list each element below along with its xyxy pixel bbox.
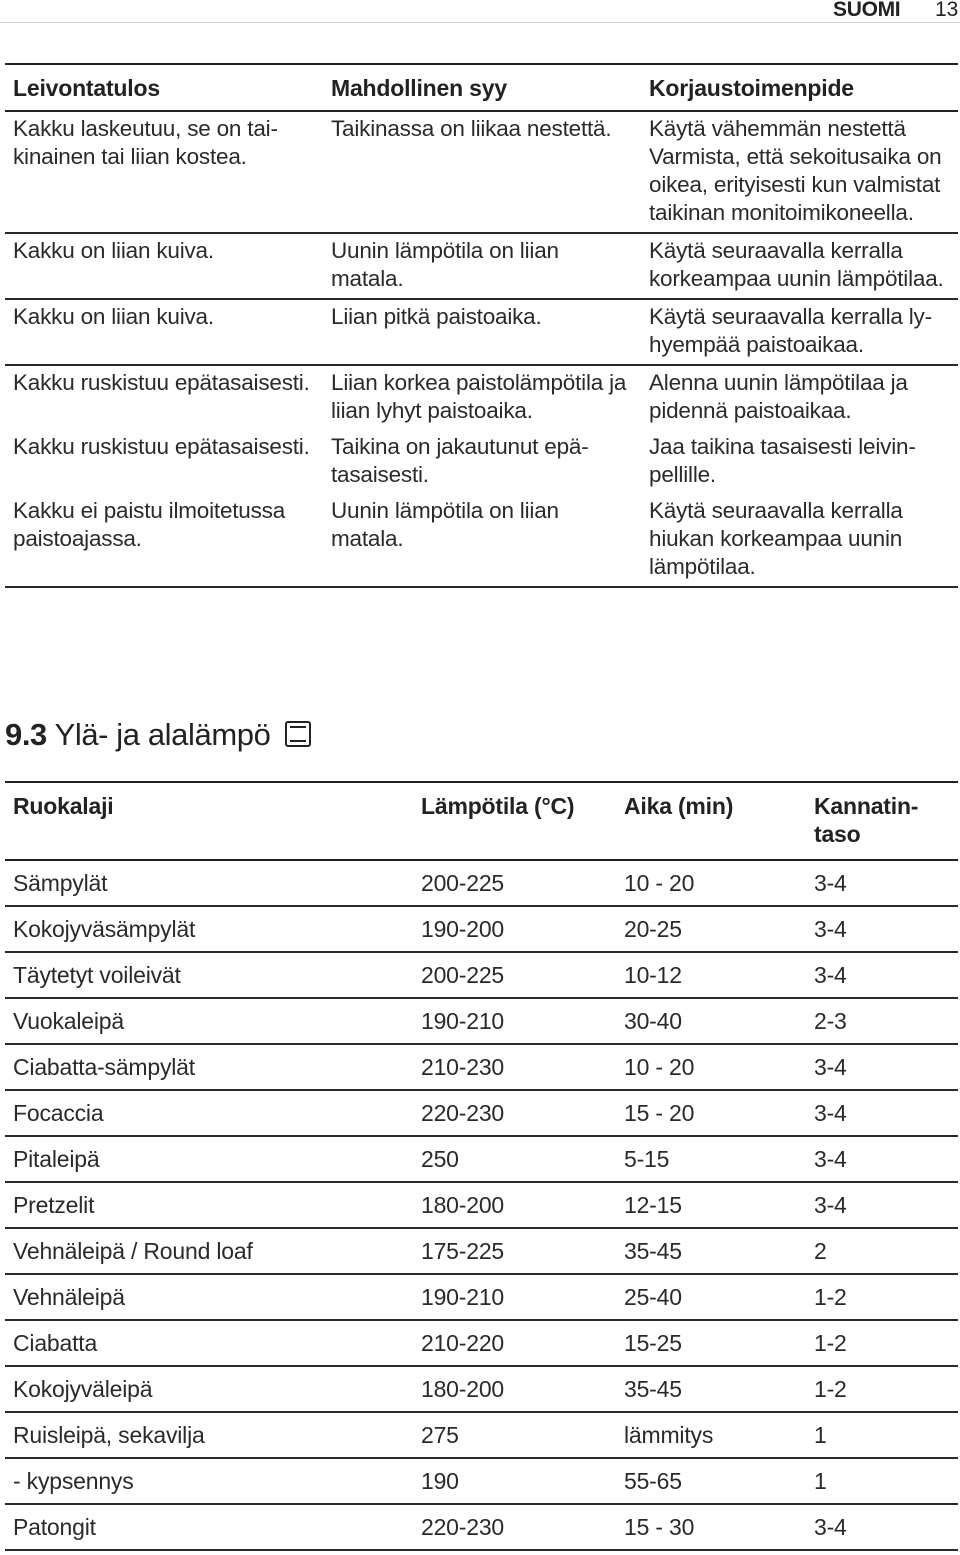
language-label: SUOMI [833,0,901,21]
food-cell: Vuokaleipä [13,1007,124,1034]
time-cell: 25-40 [624,1283,682,1310]
time-cell: 15-25 [624,1329,682,1356]
time-cell: 55-65 [624,1467,682,1494]
time-cell: 35-45 [624,1237,682,1264]
column-header-shelf: Kannatintaso [814,793,919,847]
temperature-cell: 210-220 [421,1329,505,1356]
table-row [5,860,958,906]
shelf-cell: 1 [814,1421,827,1448]
section-heading [5,717,311,753]
table-row [5,430,958,494]
shelf-cell: 3-4 [814,1145,847,1172]
temperature-cell: 175-225 [421,1237,505,1264]
shelf-cell: 1 [814,1467,827,1494]
food-cell: Pitaleipä [13,1145,100,1172]
shelf-cell: 3-4 [814,1053,847,1080]
shelf-cell: 3-4 [814,915,847,942]
time-cell: 10 - 20 [624,1053,695,1080]
time-cell: 5-15 [624,1145,670,1172]
temperature-cell: 200-225 [421,961,505,988]
column-header-temperature: Lämpötila (°C) [421,793,575,819]
table-row [5,1044,958,1090]
column-header-food: Ruokalaji [13,793,114,819]
page-number: 13 [935,0,959,21]
cause-cell: Liian pitkä paistoaika. [331,304,542,329]
food-cell: Vehnäleipä / Round loaf [13,1237,253,1264]
result-cell: Kakku laskeutuu, se on taikinainen tai liian kostea. [13,116,278,169]
temperature-cell: 190-210 [421,1283,505,1310]
cause-cell: Taikinassa on liikaa nestettä. [331,116,612,141]
temperature-cell: 275 [421,1421,459,1448]
food-cell: Ciabatta-sämpylät [13,1053,195,1080]
time-cell: 10 - 20 [624,869,695,896]
cause-cell: Uunin lämpötila on liian matala. [331,238,559,291]
food-cell: Focaccia [13,1099,104,1126]
section-title-text: Ylä- ja alalämpö [54,717,271,752]
remedy-cell: Jaa taikina tasaisesti leivinpellille. [649,434,916,487]
temperature-cell: 210-230 [421,1053,505,1080]
shelf-cell: 3-4 [814,869,847,896]
temperature-cell: 180-200 [421,1191,505,1218]
temperature-cell: 190 [421,1467,459,1494]
remedy-cell: Alenna uunin lämpötilaa ja pidennä paistoaikaa. [649,370,908,423]
table-row [5,1182,958,1228]
food-cell: Kokojyväleipä [13,1375,153,1402]
remedy-cell: Käytä seuraavalla kerralla lyhyempää paistoaikaa. [649,304,933,357]
table-row [5,1504,958,1550]
table-row [5,1458,958,1504]
column-header-cause: Mahdollinen syy [331,75,507,101]
result-cell: Kakku ruskistuu epätasaisesti. [13,434,310,459]
table-row [5,1274,958,1320]
food-cell: Vehnäleipä [13,1283,125,1310]
table-row [5,906,958,952]
result-cell: Kakku ei paistu ilmoitetussa paistoajassa. [13,498,286,551]
temperature-cell: 220-230 [421,1099,505,1126]
remedy-cell: Käytä seuraavalla kerralla korkeampaa uunin lämpötilaa. [649,238,944,291]
page-header [0,0,960,23]
table-row [5,1228,958,1274]
time-cell: 12-15 [624,1191,682,1218]
baking-header-row [5,782,958,860]
temperature-cell: 190-200 [421,915,505,942]
temperature-cell: 190-210 [421,1007,505,1034]
food-cell: - kypsennys [13,1467,134,1494]
table-row [5,998,958,1044]
food-cell: Kokojyväsämpylät [13,915,196,942]
table-row [5,1366,958,1412]
shelf-cell: 1-2 [814,1283,847,1310]
column-header-result: Leivontatulos [13,75,160,101]
shelf-cell: 1-2 [814,1375,847,1402]
shelf-cell: 2 [814,1237,827,1264]
temperature-cell: 200-225 [421,869,505,896]
time-cell: lämmitys [624,1421,714,1448]
food-cell: Ciabatta [13,1329,98,1356]
remedy-cell: Käytä seuraavalla kerralla hiukan korkeampaa uunin lämpötilaa. [649,498,903,579]
temperature-cell: 180-200 [421,1375,505,1402]
troubleshooting-table [5,63,958,588]
table-row [5,1090,958,1136]
time-cell: 10-12 [624,961,682,988]
food-cell: Täytetyt voileivät [13,961,181,988]
time-cell: 20-25 [624,915,682,942]
section-number: 9.3 [5,717,47,752]
table-row [5,299,958,365]
baking-table [5,781,958,1551]
table-row [5,233,958,299]
table-row [5,365,958,430]
shelf-cell: 3-4 [814,961,847,988]
table-row [5,1412,958,1458]
result-cell: Kakku ruskistuu epätasaisesti. [13,370,310,395]
time-cell: 35-45 [624,1375,682,1402]
troubleshooting-header-row [5,64,958,111]
table-row [5,494,958,587]
table-row [5,1320,958,1366]
food-cell: Ruisleipä, sekavilja [13,1421,205,1448]
column-header-time: Aika (min) [624,793,734,819]
top-bottom-heat-icon [285,721,311,747]
time-cell: 15 - 30 [624,1513,695,1540]
shelf-cell: 3-4 [814,1513,847,1540]
remedy-cell: Käytä vähemmän nestettä Varmista, että sekoitusaika on oikea, erityisesti kun valmistat taikinan monitoimikoneella. [649,116,942,225]
cause-cell: Taikina on jakautunut epätasaisesti. [331,434,589,487]
result-cell: Kakku on liian kuiva. [13,304,214,329]
time-cell: 15 - 20 [624,1099,695,1126]
temperature-cell: 220-230 [421,1513,505,1540]
food-cell: Pretzelit [13,1191,95,1218]
table-row [5,111,958,233]
cause-cell: Liian korkea paistolämpötila ja liian lyhyt paistoaika. [331,370,627,423]
shelf-cell: 2-3 [814,1007,847,1034]
food-cell: Patongit [13,1513,96,1540]
time-cell: 30-40 [624,1007,682,1034]
column-header-remedy: Korjaustoimenpide [649,75,854,101]
result-cell: Kakku on liian kuiva. [13,238,214,263]
table-row [5,952,958,998]
table-row [5,1136,958,1182]
shelf-cell: 1-2 [814,1329,847,1356]
food-cell: Sämpylät [13,869,108,896]
shelf-cell: 3-4 [814,1191,847,1218]
temperature-cell: 250 [421,1145,459,1172]
shelf-cell: 3-4 [814,1099,847,1126]
cause-cell: Uunin lämpötila on liian matala. [331,498,559,551]
